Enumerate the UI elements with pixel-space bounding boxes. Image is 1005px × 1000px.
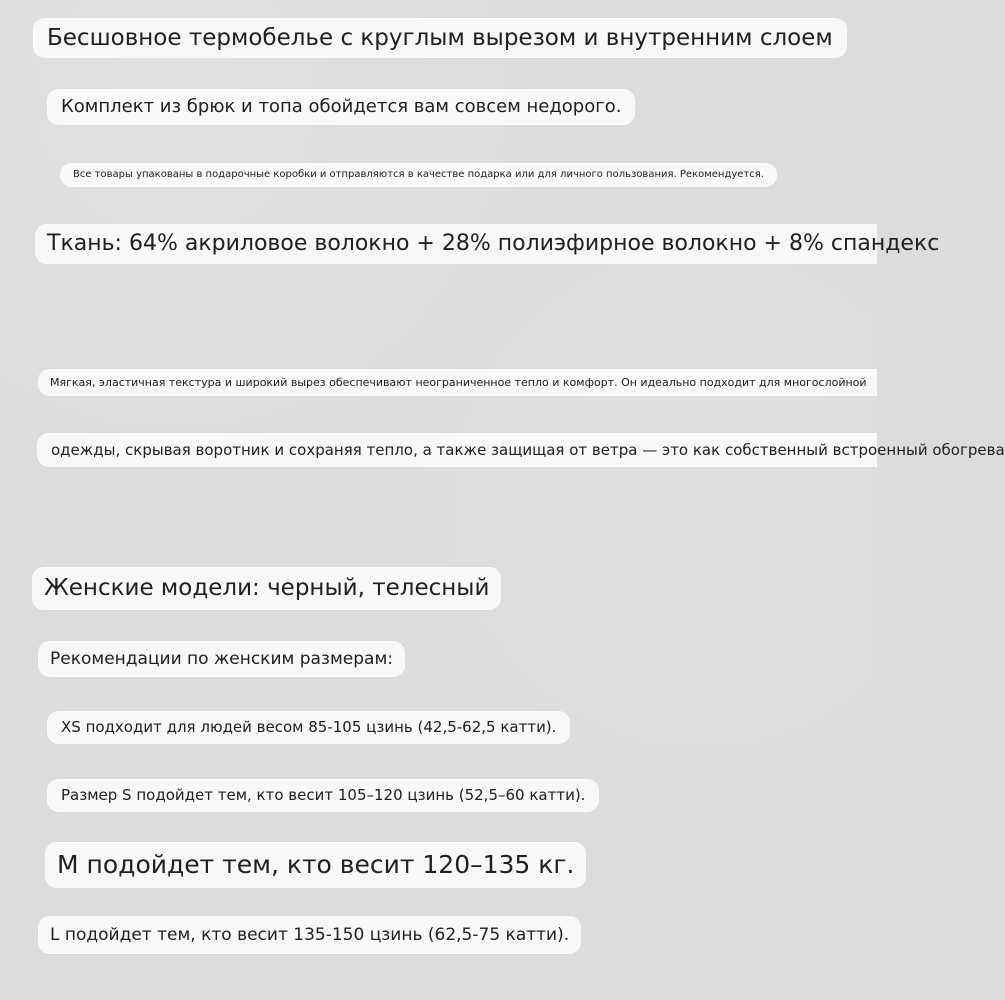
- text-bubble-size-s: Размер S подойдет тем, кто весит 105–120 цзинь (52,5–60 катти).: [47, 779, 599, 812]
- text-bubble-wind-protection: одежды, скрывая воротник и сохраняя тепло, а также защищая от ветра — это как собственный встроенный обогрева: [37, 433, 877, 467]
- text-bubble-colors: Женские модели: черный, телесный: [32, 567, 501, 610]
- text-bubble-packaging: Все товары упакованы в подарочные коробки и отправляются в качестве подарка или для личного пользования. Рекомендуется.: [60, 163, 777, 187]
- text-bubble-size-xs: XS подходит для людей весом 85-105 цзинь (42,5-62,5 катти).: [47, 711, 570, 744]
- text-bubble-fabric: Ткань: 64% акриловое волокно + 28% полиэфирное волокно + 8% спандекс: [35, 224, 877, 264]
- text-bubble-size-recommendations: Рекомендации по женским размерам:: [38, 641, 405, 677]
- text-bubble-texture: Мягкая, эластичная текстура и широкий вырез обеспечивают неограниченное тепло и комфорт. Он идеально подходит для многослойной: [38, 369, 877, 396]
- text-bubble-title: Бесшовное термобелье с круглым вырезом и внутренним слоем: [33, 18, 847, 58]
- text-bubble-set-price: Комплект из брюк и топа обойдется вам совсем недорого.: [47, 89, 635, 125]
- text-bubble-size-m: M подойдет тем, кто весит 120–135 кг.: [45, 842, 586, 888]
- text-bubble-size-l: L подойдет тем, кто весит 135-150 цзинь (62,5-75 катти).: [38, 916, 581, 954]
